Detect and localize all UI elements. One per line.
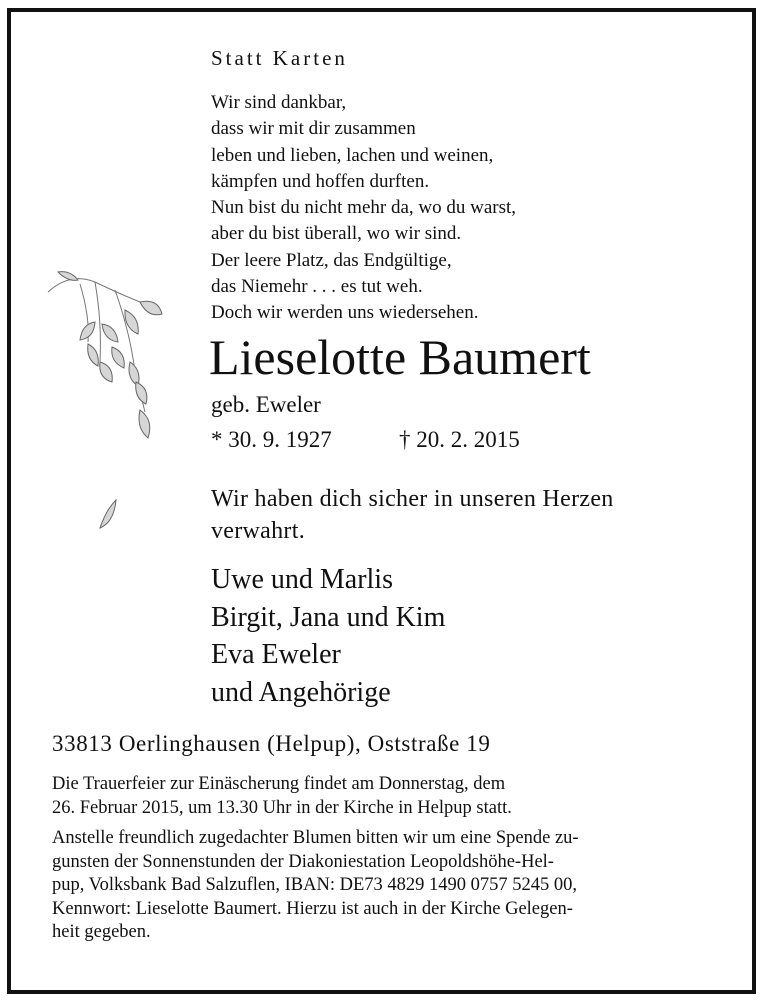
death-date: † 20. 2. 2015 — [399, 427, 520, 452]
poem-line: Der leere Platz, das Endgültige, — [211, 249, 452, 271]
poem — [211, 90, 516, 327]
donation-notice — [52, 827, 712, 945]
quote-line: verwahrt. — [211, 518, 305, 544]
life-dates — [211, 427, 520, 453]
poem-line: Doch wir werden uns wiedersehen. — [211, 302, 479, 324]
mourner: Uwe und Marlis — [211, 564, 393, 595]
poem-line: aber du bist überall, wo wir sind. — [211, 223, 462, 245]
funeral-notice — [52, 773, 712, 820]
donation-line: heit gegeben. — [52, 922, 151, 942]
birch-leaves-icon — [40, 262, 170, 552]
donation-line: pup, Volksbank Bad Salzuflen, IBAN: DE73 4829 1490 0757 5245 00, — [52, 875, 578, 895]
birth-date: * 30. 9. 1927 — [211, 427, 332, 452]
poem-line: Nun bist du nicht mehr da, wo du warst, — [211, 197, 517, 219]
donation-line: gunsten der Sonnenstunden der Diakoniestation Leopoldshöhe-Hel- — [52, 851, 554, 872]
donation-line: Anstelle freundlich zugedachter Blumen bitten wir um eine Spende zu- — [52, 828, 579, 848]
quote-line: Wir haben dich sicher in unseren Herzen — [211, 486, 614, 512]
header-statt-karten: Statt Karten — [211, 46, 348, 70]
poem-line: dass wir mit dir zusammen — [211, 118, 416, 140]
poem-line: kämpfen und hoffen durften. — [211, 170, 430, 192]
poem-line: Wir sind dankbar, — [211, 92, 347, 113]
mourner: Birgit, Jana und Kim — [211, 601, 446, 633]
mourners-list — [211, 561, 445, 711]
memorial-quote — [211, 483, 614, 547]
poem-line: leben und lieben, lachen und weinen, — [211, 144, 494, 166]
funeral-line: Die Trauerfeier zur Einäscherung findet am Donnerstag, dem — [52, 774, 506, 794]
poem-line: das Niemehr . . . es tut weh. — [211, 276, 423, 298]
mourner: und Angehörige — [211, 676, 391, 708]
family-address: 33813 Oerlinghausen (Helpup), Oststraße 19 — [52, 731, 491, 756]
donation-line: Kennwort: Lieselotte Baumert. Hierzu ist auch in der Kirche Gelegen- — [52, 898, 573, 919]
mourner: Eva Eweler — [211, 639, 341, 670]
deceased-name: Lieselotte Baumert — [209, 329, 591, 385]
funeral-line: 26. Februar 2015, um 13.30 Uhr in der Kirche in Helpup statt. — [52, 797, 512, 818]
birth-name: geb. Eweler — [211, 392, 321, 417]
